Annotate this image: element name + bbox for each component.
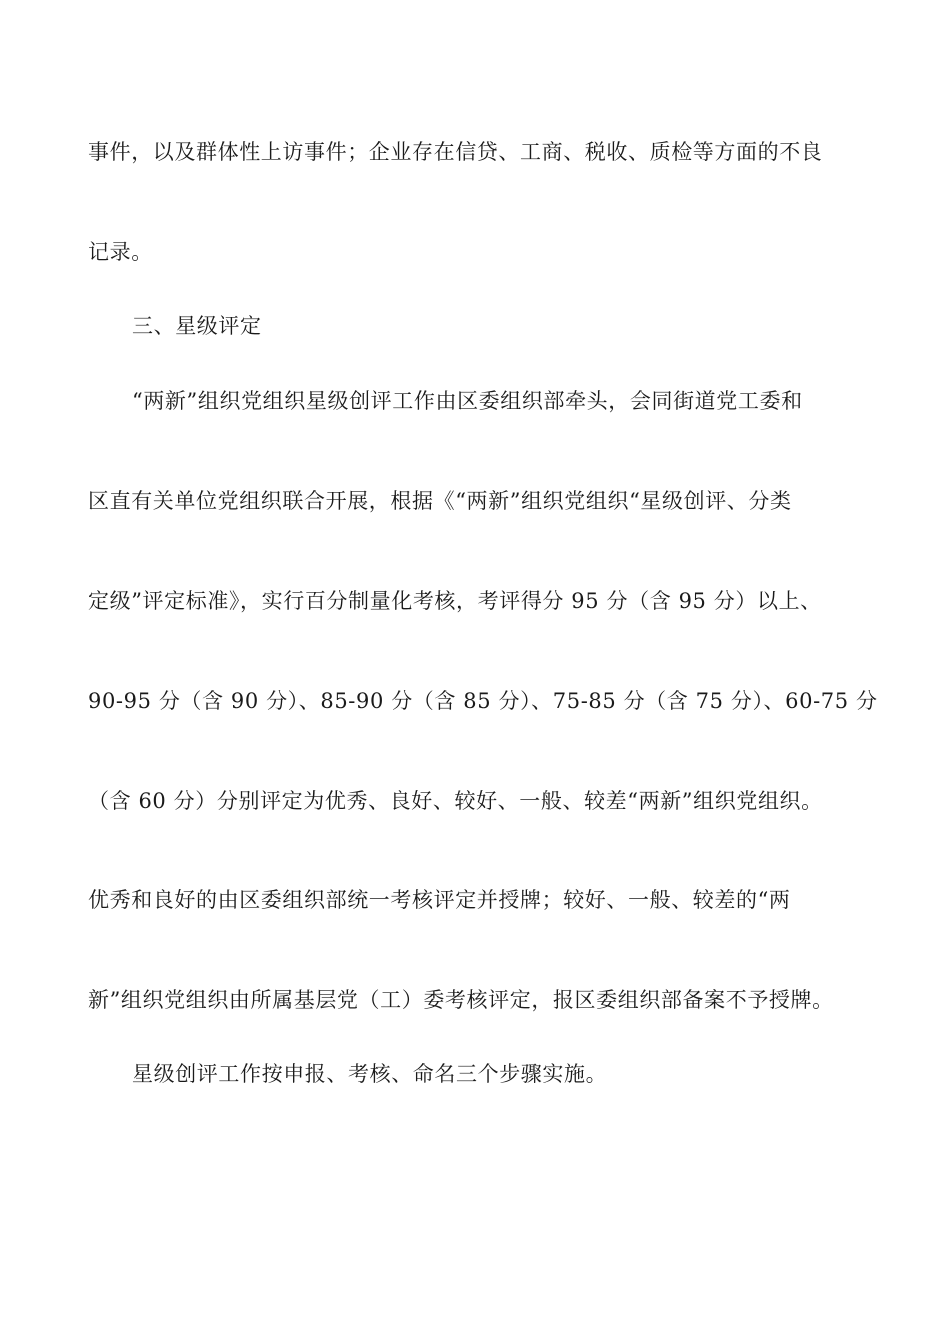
- paragraph-line: 定级”评定标准》，实行百分制量化考核，考评得分 95 分（含 95 分）以上、: [88, 589, 822, 613]
- paragraph-line: 区直有关单位党组织联合开展，根据《“两新”组织党组织“星级创评、分类: [88, 489, 792, 513]
- paragraph-line: 新”组织党组织由所属基层党（工）委考核评定，报区委组织部备案不予授牌。: [88, 988, 834, 1012]
- paragraph-line: 记录。: [88, 240, 153, 264]
- paragraph-line: “两新”组织党组织星级创评工作由区委组织部牵头，会同街道党工委和: [132, 389, 803, 413]
- paragraph-line: （含 60 分）分别评定为优秀、良好、较好、一般、较差“两新”组织党组织。: [88, 789, 823, 813]
- paragraph-line: 星级创评工作按申报、考核、命名三个步骤实施。: [132, 1062, 608, 1086]
- section-heading: 三、星级评定: [132, 314, 262, 338]
- paragraph-line: 事件，以及群体性上访事件；企业存在信贷、工商、税收、质检等方面的不良: [88, 140, 823, 164]
- paragraph-line: 优秀和良好的由区委组织部统一考核评定并授牌；较好、一般、较差的“两: [88, 888, 791, 912]
- paragraph-line: 90-95 分（含 90 分）、85-90 分（含 85 分）、75-85 分（含 75 分）、60-75 分: [88, 689, 878, 713]
